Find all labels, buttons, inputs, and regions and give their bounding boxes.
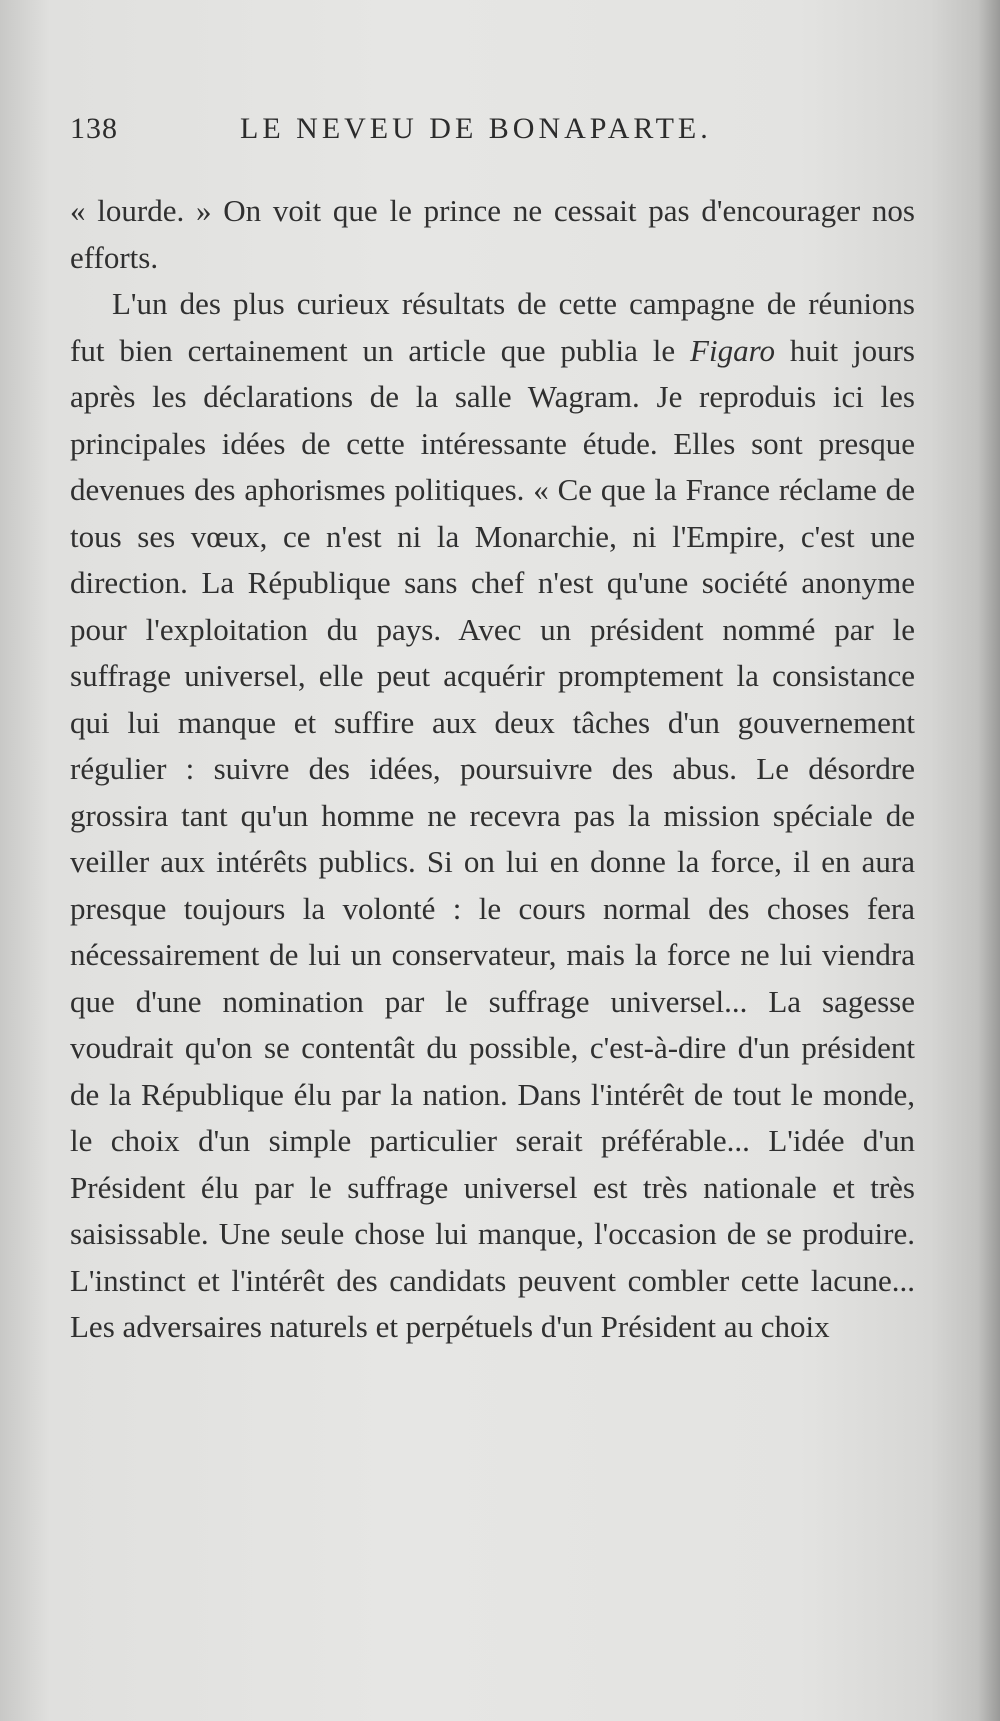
paragraph-2-after: huit jours après les déclarations de la salle Wagram. Je reproduis ici les principales idées de cette intéressante étude. Elles sont presque devenues des aphorismes politiques. « Ce que la France réclame de tous ses vœux, ce n'est ni la Monarchie, ni l'Empire, c'est une direction. La République sans chef n'est qu'une société anonyme pour l'exploitation du pays. Avec un président nommé par le suffrage universel, elle peut acquérir promptement la consistance qui lui manque et suffire aux deux tâches d'un gouvernement régulier : suivre des idées, poursuivre des abus. Le désordre grossira tant qu'un homme ne recevra pas la mission spéciale de veiller aux intérêts publics. Si on lui en donne la force, il en aura presque toujours la volonté : le cours normal des choses fera nécessairement de lui un conservateur, mais la force ne lui viendra que d'une nomination par le suffrage universel... La sagesse voudrait qu'on se contentât du possible, c'est-à-dire d'un président de la République élu par la nation. Dans l'intérêt de tout le monde, le choix d'un simple particulier serait préférable... L'idée d'un Président élu par le suffrage universel est très nationale et très saisissable. Une seule chose lui manque, l'occasion de se produire. L'instinct et l'intérêt des candidats peuvent combler cette lacune... Les adversaires naturels et perpétuels d'un Président au choix	[70, 332, 915, 1344]
paragraph-2-before: L'un des plus curieux résultats de cette campagne de réunions fut bien certainement un article que publia le	[70, 286, 915, 368]
body-text	[70, 188, 915, 1351]
paragraph-2	[70, 281, 915, 1351]
running-header	[70, 112, 910, 156]
newspaper-name: Figaro	[690, 332, 775, 368]
page-number: 138	[70, 112, 118, 145]
paragraph-1: « lourde. » On voit que le prince ne cessait pas d'encourager nos efforts.	[70, 193, 915, 275]
running-title: LE NEVEU DE BONAPARTE.	[240, 112, 712, 145]
page-edge-shadow	[978, 0, 1000, 1721]
